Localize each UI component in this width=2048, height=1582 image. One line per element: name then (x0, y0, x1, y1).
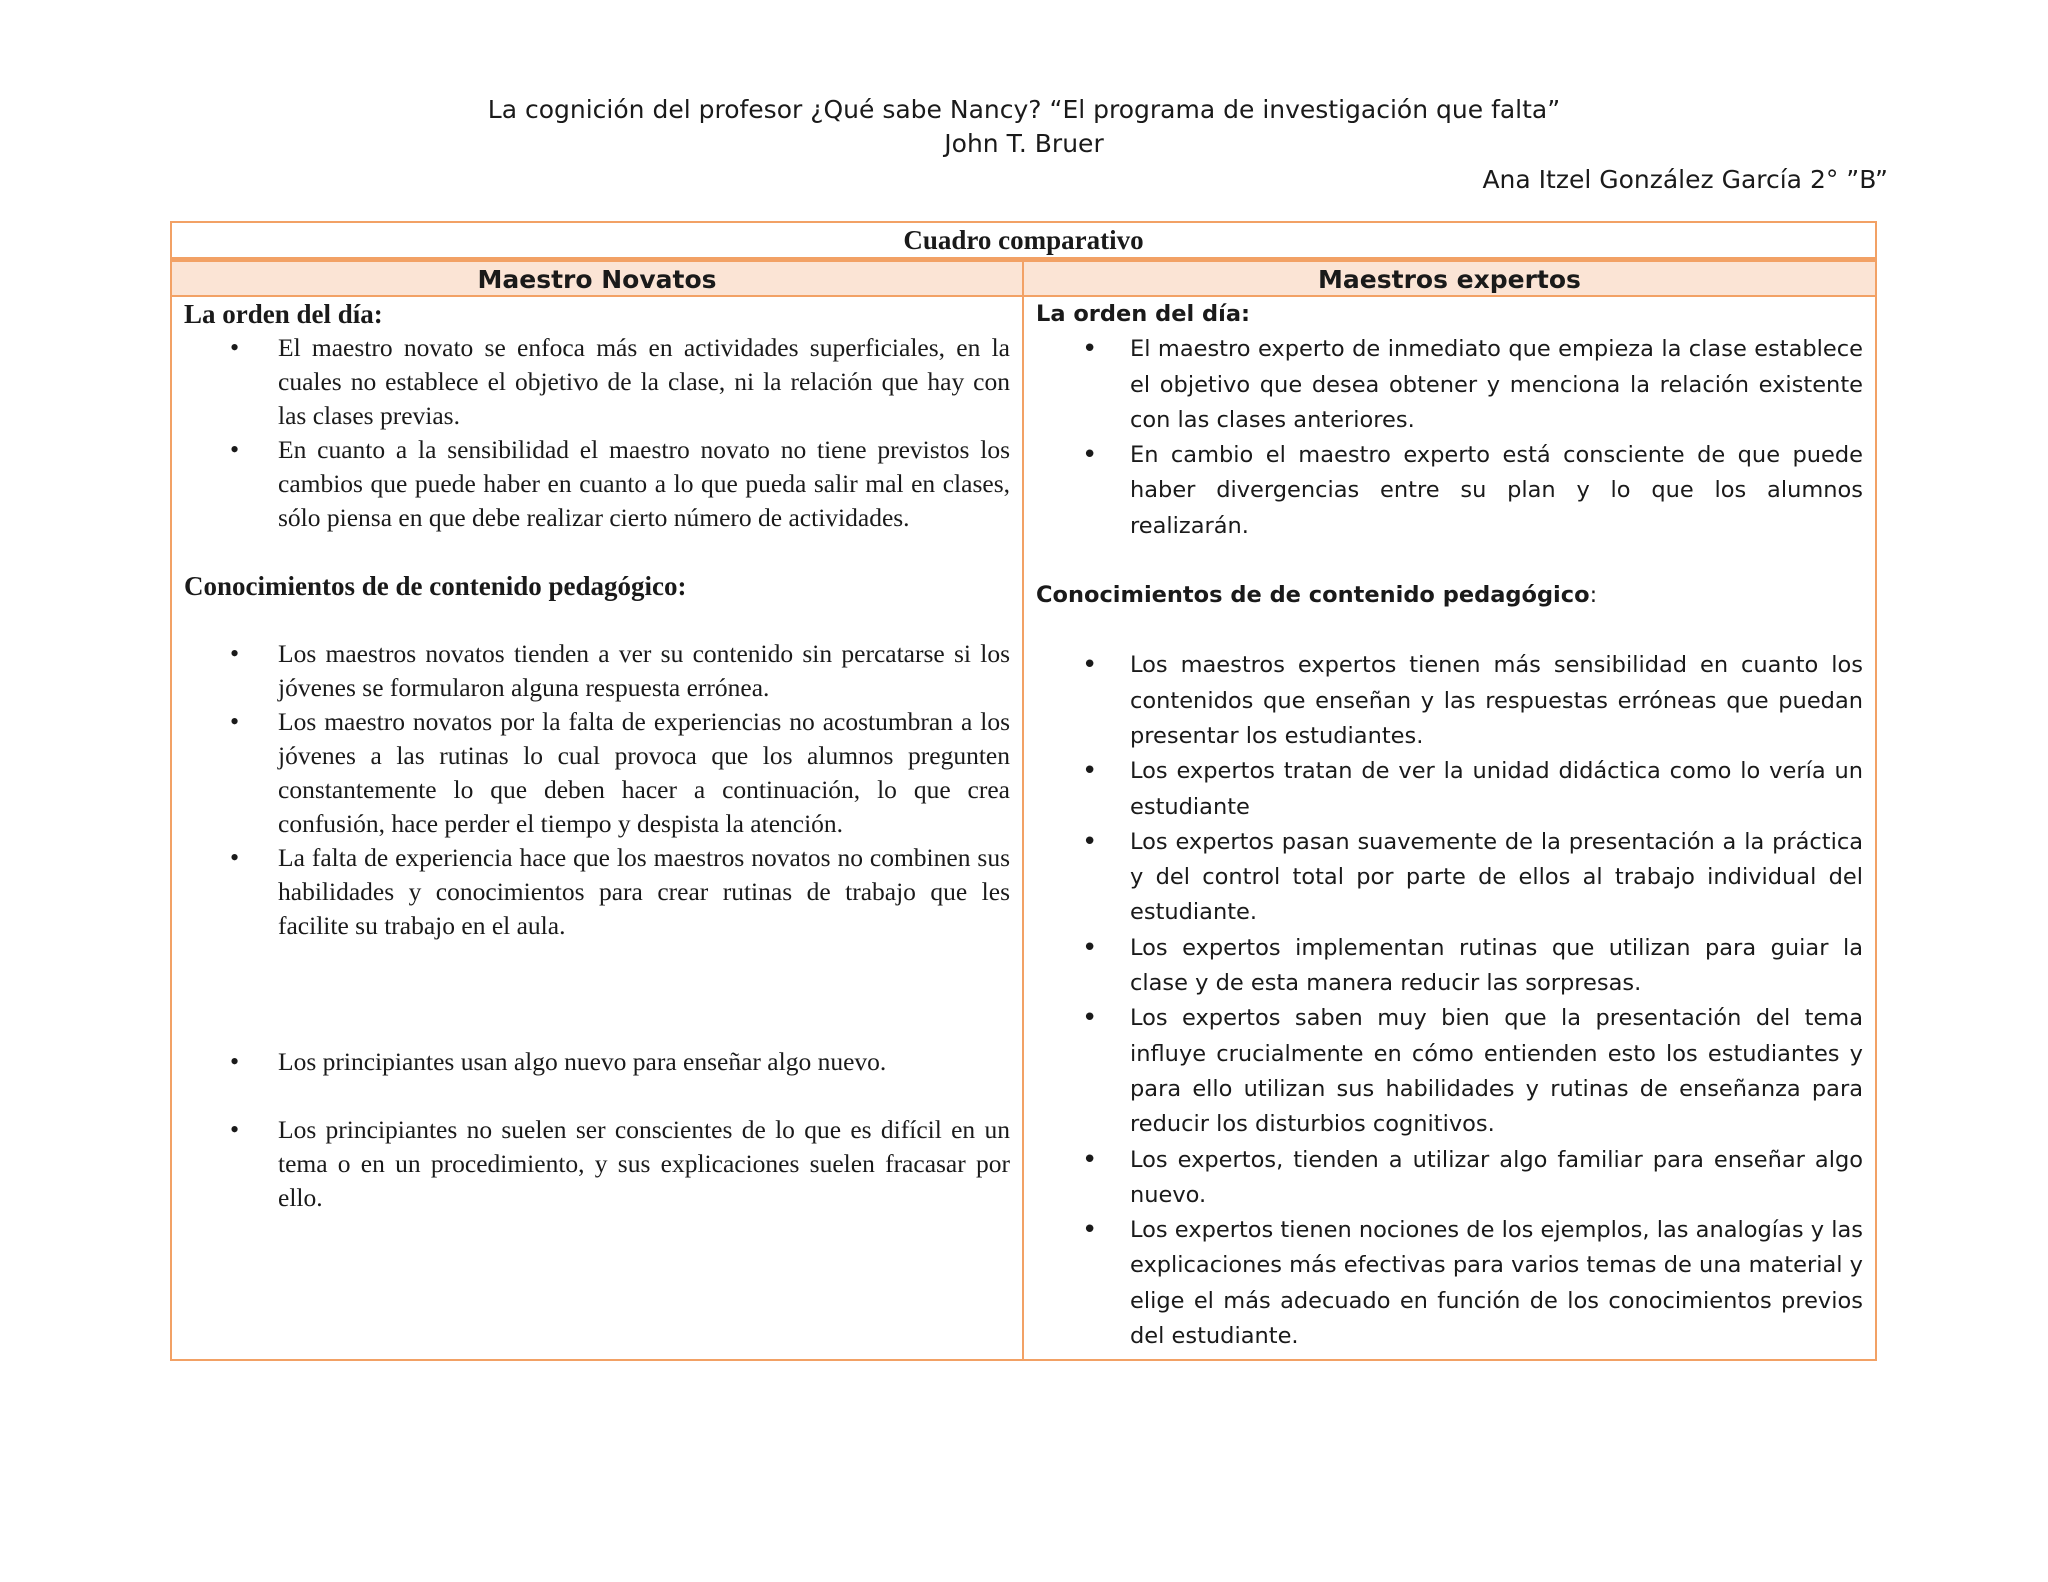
list-item: • Los expertos implementan rutinas que utilizan para guiar la clase y de esta manera reducir las sorpresas. (1036, 931, 1863, 1002)
novatos-section2-list (184, 637, 1010, 943)
column-header-expertos: Maestros expertos (1024, 262, 1875, 297)
list-item: • Los expertos saben muy bien que la presentación del tema influye crucialmente en cómo entienden esto los estudiantes y para ello utilizan sus habilidades y rutinas de enseñanza para reducir los disturbios cognitivos. (1036, 1001, 1863, 1142)
novatos-section1-list (184, 331, 1010, 535)
list-item: • Los maestro novatos por la falta de experiencias no acostumbran a los jóvenes a las rutinas lo cual provoca que los alumnos pregunten constantemente lo que deben hacer a continuación, lo que crea confusión, hace perder el tiempo y despista la atención. (184, 705, 1010, 841)
column-header-novatos: Maestro Novatos (172, 262, 1022, 297)
table-title: Cuadro comparativo (172, 223, 1875, 262)
list-item: • Los expertos tienen nociones de los ejemplos, las analogías y las explicaciones más efectivas para varios temas de una material y elige el más adecuado en función de los conocimientos previos del estudiante. (1036, 1213, 1863, 1354)
expertos-section1-list (1036, 332, 1863, 544)
student-name: Ana Itzel González García 2° ”B” (1482, 165, 1888, 194)
novatos-section3-list (184, 1045, 1010, 1215)
list-item: • Los principiantes usan algo nuevo para enseñar algo nuevo. (184, 1045, 1010, 1079)
list-item: • El maestro experto de inmediato que empieza la clase establece el objetivo que desea obtener y menciona la relación existente con las clases anteriores. (1036, 332, 1863, 438)
comparison-table (170, 221, 1877, 1361)
document-author: John T. Bruer (944, 129, 1104, 158)
list-item: • Los expertos, tienden a utilizar algo familiar para enseñar algo nuevo. (1036, 1143, 1863, 1214)
list-item: • En cuanto a la sensibilidad el maestro novato no tiene previstos los cambios que puede haber en cuanto a lo que pueda salir mal en clases, sólo piensa en que debe realizar cierto número de actividades. (184, 433, 1010, 535)
list-item: • Los maestros expertos tienen más sensibilidad en cuanto los contenidos que enseñan y las respuestas erróneas que puedan presentar los estudiantes. (1036, 648, 1863, 754)
list-item: • En cambio el maestro experto está consciente de que puede haber divergencias entre su plan y lo que los alumnos realizarán. (1036, 438, 1863, 544)
novatos-column (172, 297, 1022, 1215)
expertos-section2-list (1036, 648, 1863, 1354)
expertos-section2-colon: : (1589, 582, 1598, 609)
expertos-section1-title: La orden del día: (1036, 301, 1251, 327)
expertos-section2-heading (1036, 578, 1863, 613)
list-item: • Los expertos tratan de ver la unidad didáctica como lo vería un estudiante (1036, 754, 1863, 825)
list-item: • Los maestros novatos tienden a ver su contenido sin percatarse si los jóvenes se formularon alguna respuesta errónea. (184, 637, 1010, 705)
list-item: • El maestro novato se enfoca más en actividades superficiales, en la cuales no establece el objetivo de la clase, ni la relación que hay con las clases previas. (184, 331, 1010, 433)
list-item: • Los principiantes no suelen ser conscientes de lo que es difícil en un tema o en un procedimiento, y sus explicaciones suelen fracasar por ello. (184, 1113, 1010, 1215)
novatos-section1-title: La orden del día: (184, 299, 383, 329)
document-title: La cognición del profesor ¿Qué sabe Nancy? “El programa de investigación que falta” (487, 95, 1561, 124)
expertos-section2-title: Conocimientos de de contenido pedagógico (1036, 582, 1590, 609)
list-item: • Los expertos pasan suavemente de la presentación a la práctica y del control total por parte de ellos al trabajo individual del estudiante. (1036, 825, 1863, 931)
list-item: • La falta de experiencia hace que los maestros novatos no combinen sus habilidades y conocimientos para crear rutinas de trabajo que les facilite su trabajo en el aula. (184, 841, 1010, 943)
novatos-section2-title: Conocimientos de de contenido pedagógico: (184, 571, 687, 601)
expertos-column (1024, 297, 1875, 1354)
